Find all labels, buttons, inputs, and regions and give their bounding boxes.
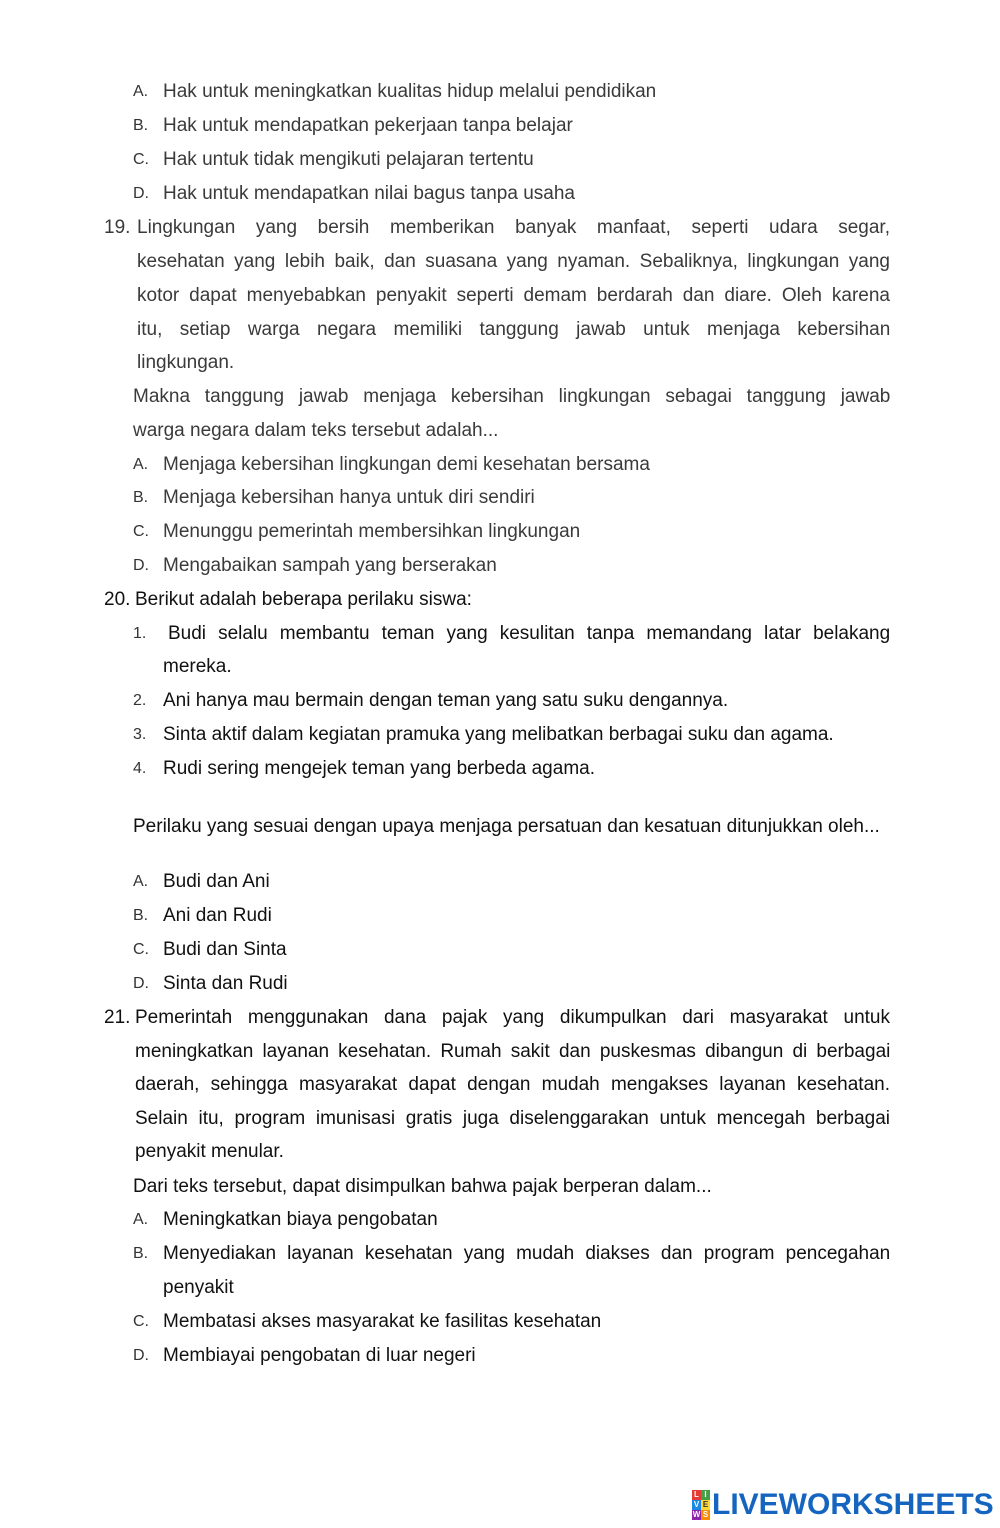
q19-passage-line: lingkungan. — [137, 352, 235, 373]
q19-passage-line: kesehatan yang lebih baik, dan suasana yang nyaman. Sebaliknya, lingkungan yang — [137, 251, 890, 272]
q20-option-letter: C. — [133, 941, 149, 958]
q19-option-letter: C. — [133, 523, 149, 540]
q21-option-d[interactable]: Membiayai pengobatan di luar negeri — [163, 1345, 476, 1366]
q19-passage-line: Lingkungan yang bersih memberikan banyak manfaat, seperti udara segar, — [137, 217, 890, 238]
q18-option-b[interactable]: Hak untuk mendapatkan pekerjaan tanpa belajar — [163, 115, 573, 136]
q21-option-letter: C. — [133, 1313, 149, 1330]
q20-item-number: 2. — [133, 692, 147, 709]
q21-passage-line: penyakit menular. — [135, 1141, 284, 1162]
q20-item-number: 1. — [133, 625, 147, 642]
q19-option-d[interactable]: Mengabaikan sampah yang berserakan — [163, 555, 497, 576]
q19-option-letter: A. — [133, 456, 149, 473]
q20-item-line: mereka. — [163, 656, 232, 677]
q20-item-line: Sinta aktif dalam kegiatan pramuka yang melibatkan berbagai suku dan agama. — [163, 724, 834, 745]
q19-number: 19. — [104, 217, 131, 238]
liveworksheets-logo-icon: L I V E W S — [692, 1490, 709, 1519]
q20-number: 20. — [104, 589, 131, 610]
q21-option-letter: B. — [133, 1245, 149, 1262]
q20-question: Perilaku yang sesuai dengan upaya menjaga persatuan dan kesatuan ditunjukkan oleh... — [133, 816, 880, 837]
q18-option-c[interactable]: Hak untuk tidak mengikuti pelajaran tertentu — [163, 149, 534, 170]
q18-option-letter: D. — [133, 185, 149, 202]
q21-passage-line: daerah, sehingga masyarakat dapat dengan mudah mengakses layanan kesehatan. — [135, 1074, 890, 1095]
q21-option-b-continued[interactable]: penyakit — [163, 1277, 234, 1298]
q20-option-letter: D. — [133, 975, 149, 992]
q20-item-line: Ani hanya mau bermain dengan teman yang satu suku dengannya. — [163, 690, 729, 711]
liveworksheets-logo — [692, 1488, 994, 1522]
q19-option-letter: B. — [133, 489, 149, 506]
q20-item-number: 4. — [133, 760, 147, 777]
q19-question-line: Makna tanggung jawab menjaga kebersihan lingkungan sebagai tanggung jawab — [133, 386, 891, 407]
liveworksheets-logo-text: LIVEWORKSHEETS — [712, 1488, 994, 1521]
q20-item-number: 3. — [133, 726, 147, 743]
q20-option-c[interactable]: Budi dan Sinta — [163, 939, 287, 960]
q20-option-letter: B. — [133, 907, 149, 924]
q19-option-b[interactable]: Menjaga kebersihan hanya untuk diri sendiri — [163, 487, 535, 508]
q19-option-a[interactable]: Menjaga kebersihan lingkungan demi kesehatan bersama — [163, 454, 650, 475]
q21-option-c[interactable]: Membatasi akses masyarakat ke fasilitas kesehatan — [163, 1311, 602, 1332]
q20-intro: Berikut adalah beberapa perilaku siswa: — [135, 589, 472, 610]
q21-passage-line: Pemerintah menggunakan dana pajak yang dikumpulkan dari masyarakat untuk — [135, 1007, 890, 1028]
q20-option-a[interactable]: Budi dan Ani — [163, 871, 270, 892]
q21-option-letter: A. — [133, 1211, 149, 1228]
q21-number: 21. — [104, 1007, 131, 1028]
q18-option-letter: A. — [133, 83, 149, 100]
q19-passage-line: kotor dapat menyebabkan penyakit seperti demam berdarah dan diare. Oleh karena — [137, 285, 890, 306]
q20-item-line: Rudi sering mengejek teman yang berbeda agama. — [163, 758, 595, 779]
q20-option-b[interactable]: Ani dan Rudi — [163, 905, 272, 926]
q21-option-letter: D. — [133, 1347, 149, 1364]
q18-option-letter: B. — [133, 117, 149, 134]
q21-option-a[interactable]: Meningkatkan biaya pengobatan — [163, 1209, 438, 1230]
q21-passage-line: meningkatkan layanan kesehatan. Rumah sakit dan puskesmas dibangun di berbagai — [135, 1041, 891, 1062]
q20-option-d[interactable]: Sinta dan Rudi — [163, 973, 288, 994]
q20-item-line: Budi selalu membantu teman yang kesulitan tanpa memandang latar belakang — [168, 623, 891, 644]
q19-question-line: warga negara dalam teks tersebut adalah... — [133, 420, 499, 441]
q19-option-letter: D. — [133, 557, 149, 574]
q20-option-letter: A. — [133, 873, 149, 890]
q18-option-d[interactable]: Hak untuk mendapatkan nilai bagus tanpa usaha — [163, 183, 575, 204]
q19-option-c[interactable]: Menunggu pemerintah membersihkan lingkungan — [163, 521, 581, 542]
q21-passage-line: Selain itu, program imunisasi gratis juga diselenggarakan untuk mencegah berbagai — [135, 1108, 890, 1129]
q18-option-letter: C. — [133, 151, 149, 168]
q21-option-b[interactable]: Menyediakan layanan kesehatan yang mudah diakses dan program pencegahan — [163, 1243, 891, 1264]
q18-option-a[interactable]: Hak untuk meningkatkan kualitas hidup melalui pendidikan — [163, 81, 657, 102]
q19-passage-line: itu, setiap warga negara memiliki tanggung jawab untuk menjaga kebersihan — [137, 319, 891, 340]
q21-question: Dari teks tersebut, dapat disimpulkan bahwa pajak berperan dalam... — [133, 1176, 712, 1197]
